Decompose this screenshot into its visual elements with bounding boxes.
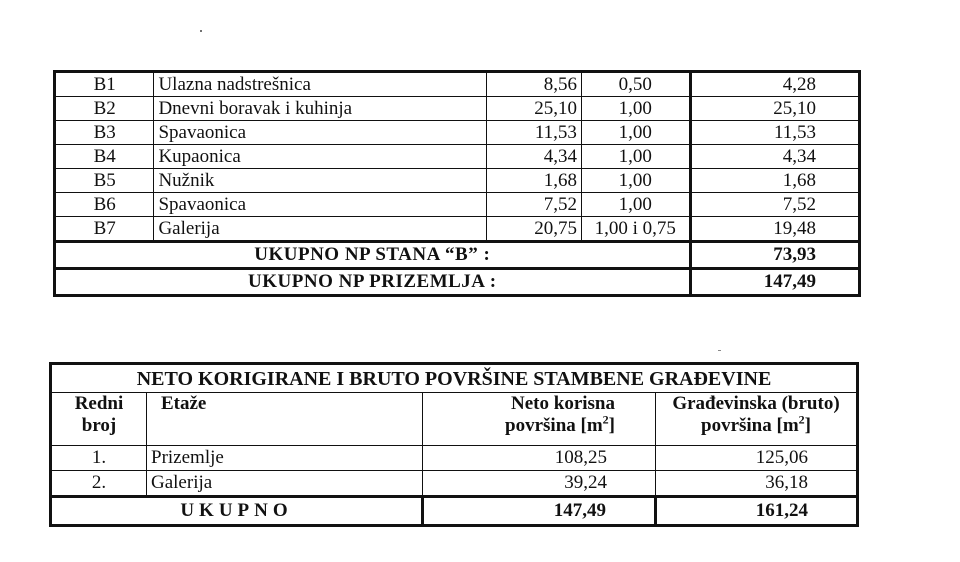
total-apartment-b-label: UKUPNO NP STANA “B” : [55,242,691,269]
header-gross-unit-sup: 2 [798,412,805,427]
room-coefficient: 0,50 [581,72,690,97]
header-ordinal-line2: broj [81,415,117,436]
header-ordinal [51,393,147,446]
header-net-line2: površina [m [505,415,603,436]
room-net-area: 4,28 [690,72,859,97]
room-area: 20,75 [487,217,582,242]
room-coefficient: 1,00 [581,97,690,121]
grand-total-row [51,497,858,526]
room-area: 11,53 [487,121,582,145]
room-coefficient: 1,00 [581,169,690,193]
room-net-area: 19,48 [690,217,859,242]
header-net-unit-close: ] [608,415,615,436]
room-net-area: 11,53 [690,121,859,145]
floor-gross-area: 36,18 [656,471,858,497]
table-title: NETO KORIGIRANE I BRUTO POVRŠINE STAMBENE GRAĐEVINE [51,364,858,393]
room-area: 7,52 [487,193,582,217]
scan-speck [200,30,202,32]
room-code: B3 [55,121,154,145]
total-ground-floor-label: UKUPNO NP PRIZEMLJA : [55,269,691,296]
room-area: 4,34 [487,145,582,169]
room-code: B1 [55,72,154,97]
header-gross-line1: Građevinska (bruto) [672,393,840,414]
table-row [51,446,858,471]
table-row [55,217,860,242]
floor-ordinal: 1. [51,446,147,471]
room-net-area: 1,68 [690,169,859,193]
room-coefficient: 1,00 i 0,75 [581,217,690,242]
grand-total-net: 147,49 [423,497,656,526]
room-name: Spavaonica [154,121,487,145]
header-gross-unit-close: ] [804,415,811,436]
header-gross-line2: površina [m [701,415,799,436]
apartment-b-rows [55,72,860,242]
total-ground-floor-value: 147,49 [690,269,859,296]
room-net-area: 7,52 [690,193,859,217]
room-code: B4 [55,145,154,169]
floor-ordinal: 2. [51,471,147,497]
total-apartment-b-value: 73,93 [690,242,859,269]
scan-speck [718,350,721,351]
room-name: Galerija [154,217,487,242]
room-code: B6 [55,193,154,217]
total-ground-floor-row [55,269,860,296]
table-row [55,72,860,97]
table-row [55,97,860,121]
header-gross-area [656,393,858,446]
room-code: B7 [55,217,154,242]
floor-name: Prizemlje [147,446,423,471]
floor-name: Galerija [147,471,423,497]
header-row [51,393,858,446]
room-area: 1,68 [487,169,582,193]
room-name: Ulazna nadstrešnica [154,72,487,97]
header-ordinal-line1: Redni [74,393,124,414]
table-title-row [51,364,858,393]
floor-gross-area: 125,06 [656,446,858,471]
floor-net-area: 39,24 [423,471,656,497]
table-row [51,471,858,497]
table-row [55,193,860,217]
room-coefficient: 1,00 [581,121,690,145]
room-coefficient: 1,00 [581,145,690,169]
table-row [55,145,860,169]
floor-rows [51,446,858,497]
room-coefficient: 1,00 [581,193,690,217]
room-name: Nužnik [154,169,487,193]
header-net-line1: Neto korisna [511,393,615,414]
header-floors: Etaže [147,393,423,446]
header-net-unit-sup: 2 [602,412,609,427]
room-net-area: 25,10 [690,97,859,121]
room-area: 8,56 [487,72,582,97]
grand-total-gross: 161,24 [656,497,858,526]
grand-total-label: UKUPNO [51,497,423,526]
room-code: B2 [55,97,154,121]
room-net-area: 4,34 [690,145,859,169]
table-row [55,121,860,145]
total-apartment-b-row [55,242,860,269]
building-area-summary-table [49,362,859,527]
apartment-b-area-table [53,70,861,297]
room-area: 25,10 [487,97,582,121]
room-name: Dnevni boravak i kuhinja [154,97,487,121]
header-net-area [423,393,656,446]
floor-net-area: 108,25 [423,446,656,471]
table-row [55,169,860,193]
room-code: B5 [55,169,154,193]
room-name: Kupaonica [154,145,487,169]
room-name: Spavaonica [154,193,487,217]
